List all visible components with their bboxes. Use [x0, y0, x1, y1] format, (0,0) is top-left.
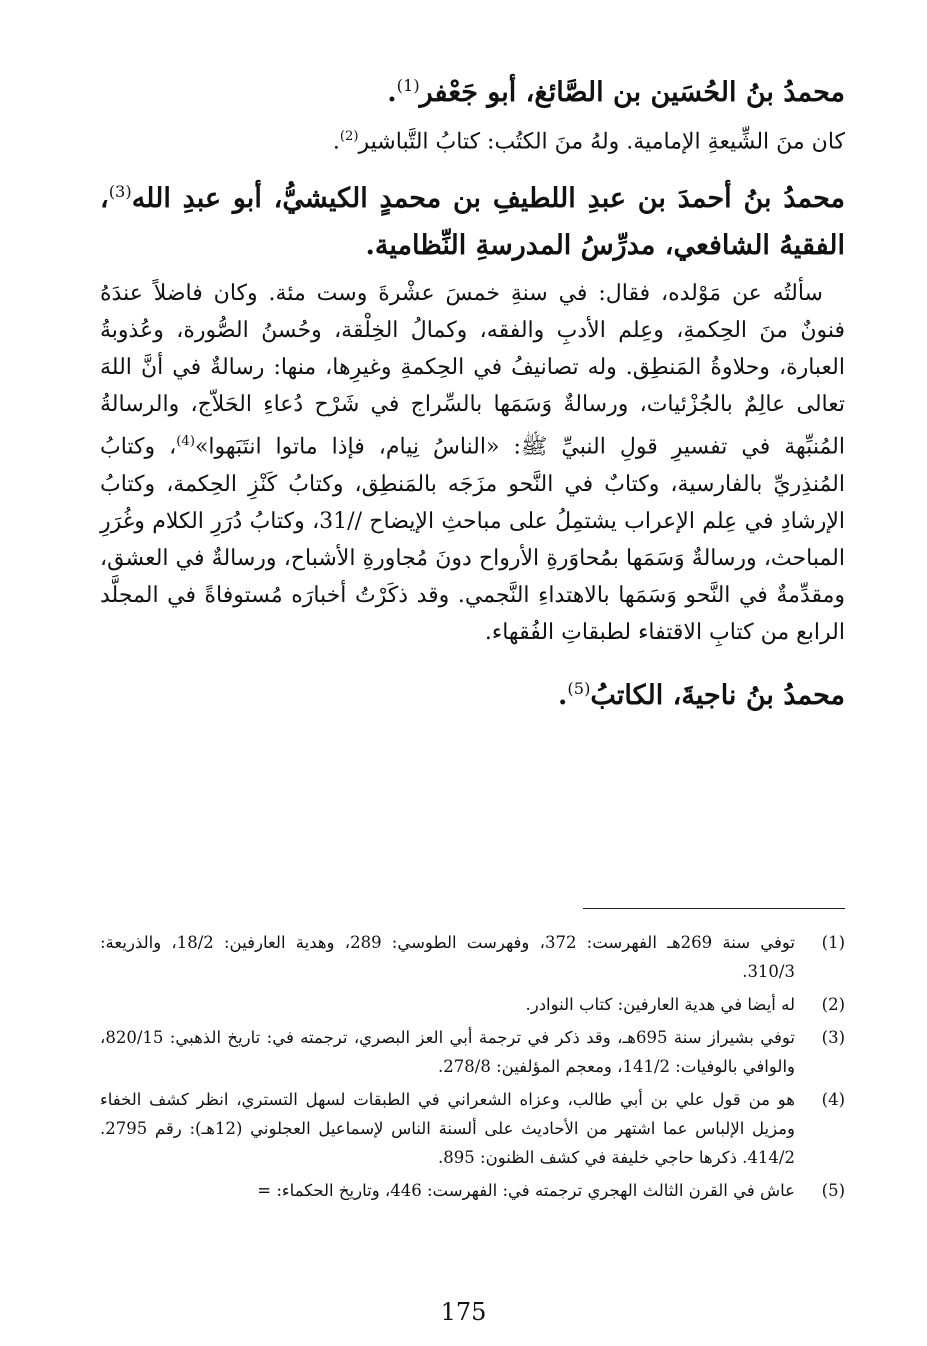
footnote-ref-5[interactable]: (5): [567, 678, 591, 698]
footnote-number: (1): [821, 933, 845, 952]
entry-text-1: كان منَ الشِّيعةِ الإمامية. ولهُ منَ الكتُب: كتابُ التَّباشير$^{(2)}$.: [332, 129, 845, 155]
footnote-number: (4): [821, 1090, 845, 1109]
main-text: [100, 60, 845, 719]
entry-title-2: محمدُ بنُ أحمدَ بن عبدِ اللطيفِ بن محمدٍ الكيشيُّ، أبو عبدِ الله$^{(3)}$، الفقيهُ الشافعي، مدرِّسُ المدرسةِ النِّظامية.: [100, 182, 845, 262]
footnote-separator: [583, 908, 845, 909]
footnote-text: توفي بشيراز سنة 695هـ، وقد ذكر في ترجمة أبي العز البصري، ترجمته في: تاريخ الذهبي: 820/15، والوافي بالوفيات: 141/2، ومعجم المؤلفين: 278/8.: [100, 1028, 796, 1076]
entry-text-2: سألتُه عن مَوْلده، فقال: في سنةِ خمسَ عشْرةَ وست مئة. وكان فاضلاً عندَهُ فنونٌ منَ الحِكمةِ، وعِلم الأدبِ والفقه، وكمالُ الخِلْقة، وحُسنُ الصُّورة، وعُذوبةُ العبارة، وحلاوةُ المَنطِق. وله تصانيفُ في الحِكمةِ وغيرِها، منها: رسالةٌ في أنَّ اللهَ تعالى عالِمٌ بالجُزْئيات، ورسالةٌ وَسَمَها بالسِّراج في شَرْح دُعاءِ الحَلاّج، والرسالةُ المُنبِّهة في تفسيرِ قولِ النبيِّ ﷺ: «الناسُ نِيام، فإذا ماتوا انتَبَهوا»$^{(4)}$، وكتابُ المُنذِريِّ بالفارسية، وكتابٌ في النَّحو مزَجَه بالمَنطِق، وكتابُ كَنْزِ الحِكمة، وكتابُ الإرشادِ في عِلم الإعراب يشتمِلُ على مباحثِ الإيضاح //31، وكتابُ دُرَرِ الكلام وغُرَرِ المباحث، ورسالةٌ وَسَمَها بمُحاوَرةِ الأرواح دونَ مُجاورةِ الأشباح، ورسالةٌ في العشق، ومقدِّمةٌ في النَّحو وَسَمَها بالاهتداءِ النَّجمي. وقد ذكَرْتُ أخبارَه مُستوفاةً في المجلَّد الرابع من كتابِ الاقتفاء لطبقاتِ الفُقهاء.: [100, 281, 846, 645]
page-number: 175: [440, 1298, 487, 1326]
entry-title-1: محمدُ بنُ الحُسَين بن الصَّائغ، أبو جَعْفر$^{(1)}$.: [387, 76, 845, 108]
footnote-ref-3[interactable]: (3): [108, 182, 132, 202]
footnote-text: هو من قول علي بن أبي طالب، وعزاه الشعراني في الطبقات لسهل التستري، انظر كشف الخفاء ومزيل الإلباس عما اشتهر من الأحاديث على ألسنة الناس لإسماعيل العجلوني (12هـ): رقم 2795. 414/2. ذكرها حاجي خليفة في كشف الظنون: 895.: [100, 1090, 795, 1167]
footnote-5: [100, 1176, 845, 1205]
footnote-number: (2): [821, 995, 845, 1014]
footnote-text: توفي سنة 269هـ الفهرست: 372، وفهرست الطوسي: 289، وهدية العارفين: 18/2، والذريعة: 310/3.: [100, 933, 796, 981]
footnote-3: [100, 1023, 845, 1081]
entry-title-3: محمدُ بنُ ناجيةَ، الكاتبُ$^{(5)}$.: [558, 678, 845, 711]
footnote-ref-4[interactable]: (4): [176, 434, 195, 450]
footnote-4: [100, 1085, 845, 1172]
footnote-ref-2[interactable]: (2): [339, 129, 359, 144]
footnotes: [100, 928, 845, 1209]
footnote-1: [100, 928, 845, 986]
footnote-ref-1[interactable]: (1): [396, 76, 420, 95]
footnote-2: [100, 990, 845, 1019]
footnote-number: (5): [821, 1181, 845, 1200]
footnote-text: له أيضا في هدية العارفين: كتاب النوادر.: [525, 995, 795, 1014]
footnote-text: عاش في القرن الثالث الهجري ترجمته في: الفهرست: 446، وتاريخ الحكماء: =: [257, 1181, 795, 1200]
footnote-number: (3): [821, 1028, 845, 1047]
